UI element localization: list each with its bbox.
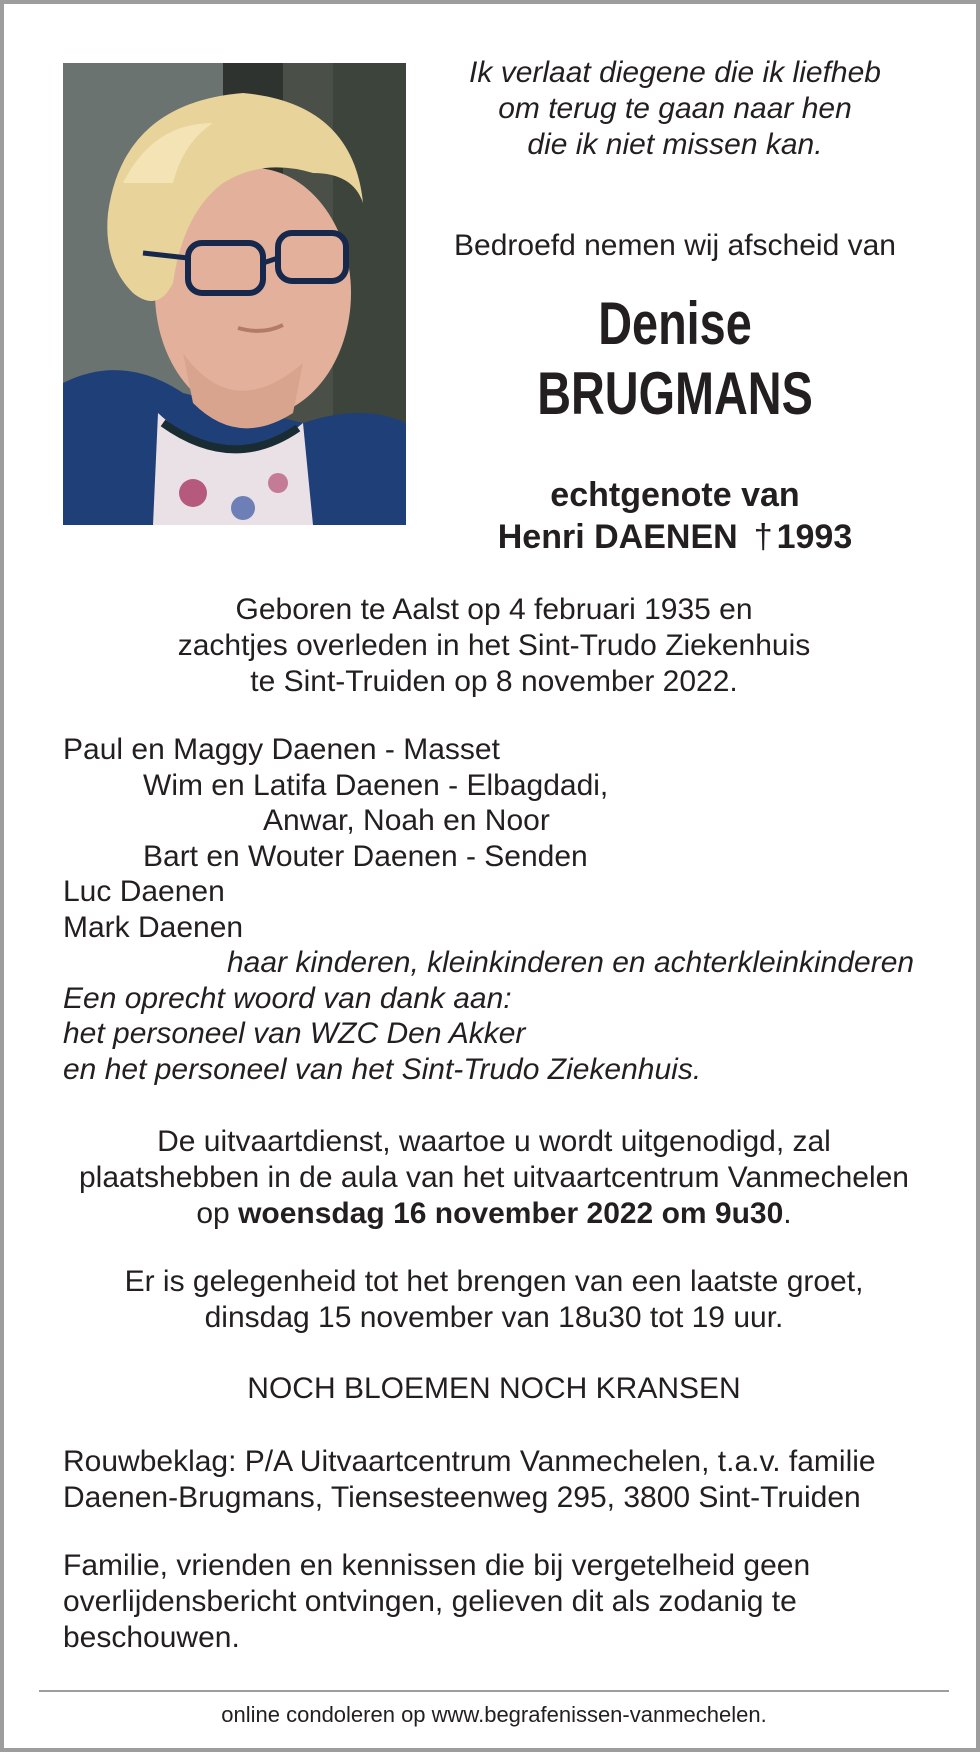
- spouse-name: Henri DAENEN: [497, 518, 738, 556]
- family-member: Mark Daenen: [63, 910, 244, 944]
- closing-notice: [63, 1548, 943, 1656]
- family-member: Bart en Wouter Daenen - Senden: [143, 839, 588, 873]
- family-member: Paul en Maggy Daenen - Masset: [63, 733, 500, 766]
- cross-icon: †: [753, 518, 773, 556]
- birth-death-line: Geboren te Aalst op 4 februari 1935 en: [235, 593, 753, 626]
- deceased-last-name: BRUGMANS: [537, 360, 813, 427]
- address-line: Rouwbeklag: P/A Uitvaartcentrum Vanmechelen, t.a.v. familie: [63, 1445, 876, 1478]
- service-line: [44, 1196, 944, 1232]
- thanks-line: en het personeel van het Sint-Trudo Ziekenhuis.: [63, 1052, 702, 1086]
- notice-line: overlijdensbericht ontvingen, gelieven dit als zodanig te: [63, 1585, 797, 1618]
- deceased-name: [487, 290, 863, 427]
- family-member: Anwar, Noah en Noor: [263, 804, 550, 837]
- spouse-death-year: 1993: [776, 518, 853, 556]
- service-prefix: op: [196, 1197, 239, 1230]
- family-relation: haar kinderen, kleinkinderen en achterkleinkinderen: [227, 946, 915, 979]
- poem-line: Ik verlaat diegene die ik liefheb: [469, 56, 881, 89]
- poem: [434, 55, 916, 163]
- poem-line: die ik niet missen kan.: [527, 128, 823, 161]
- service-line: plaatshebben in de aula van het uitvaartcentrum Vanmechelen: [79, 1161, 909, 1194]
- family-member: Luc Daenen: [63, 875, 225, 908]
- condolence-address: [63, 1444, 943, 1516]
- notice-line: Familie, vrienden en kennissen die bij vergetelheid geen: [63, 1549, 811, 1582]
- family-member: Wim en Latifa Daenen - Elbagdadi,: [143, 768, 609, 802]
- spouse-relation: echtgenote van: [550, 476, 800, 514]
- poem-line: om terug te gaan naar hen: [498, 92, 852, 125]
- birth-death-text: [63, 592, 925, 700]
- spouse-block: [434, 474, 916, 558]
- notice-line: beschouwen.: [63, 1621, 240, 1654]
- service-date-time: woensdag 16 november 2022 om 9u30: [238, 1197, 784, 1230]
- birth-death-line: te Sint-Truiden op 8 november 2022.: [250, 665, 738, 698]
- intro-text: Bedroefd nemen wij afscheid van: [454, 229, 896, 262]
- no-flowers-notice: NOCH BLOEMEN NOCH KRANSEN: [247, 1372, 741, 1405]
- visitation-line: Er is gelegenheid tot het brengen van een laatste groet,: [124, 1265, 864, 1298]
- portrait-photo: [63, 63, 406, 525]
- family-list: [63, 732, 943, 1087]
- visitation-line: dinsdag 15 november van 18u30 tot 19 uur.: [204, 1301, 784, 1334]
- deceased-first-name: Denise: [598, 290, 752, 357]
- visitation: [44, 1264, 944, 1336]
- thanks-line: het personeel van WZC Den Akker: [63, 1017, 526, 1050]
- thanks-line: Een oprecht woord van dank aan:: [63, 981, 512, 1015]
- address-line: Daenen-Brugmans, Tiensesteenweg 295, 3800 Sint-Truiden: [63, 1481, 861, 1514]
- birth-death-line: zachtjes overleden in het Sint-Trudo Ziekenhuis: [177, 629, 811, 662]
- service-line: De uitvaartdienst, waartoe u wordt uitgenodigd, zal: [157, 1125, 831, 1158]
- online-condolence-footer: online condoleren op www.begrafenissen-vanmechelen.: [221, 1702, 767, 1727]
- divider: [39, 1690, 949, 1692]
- spouse-line: [434, 516, 916, 558]
- funeral-service: [44, 1124, 944, 1232]
- service-suffix: .: [783, 1197, 792, 1230]
